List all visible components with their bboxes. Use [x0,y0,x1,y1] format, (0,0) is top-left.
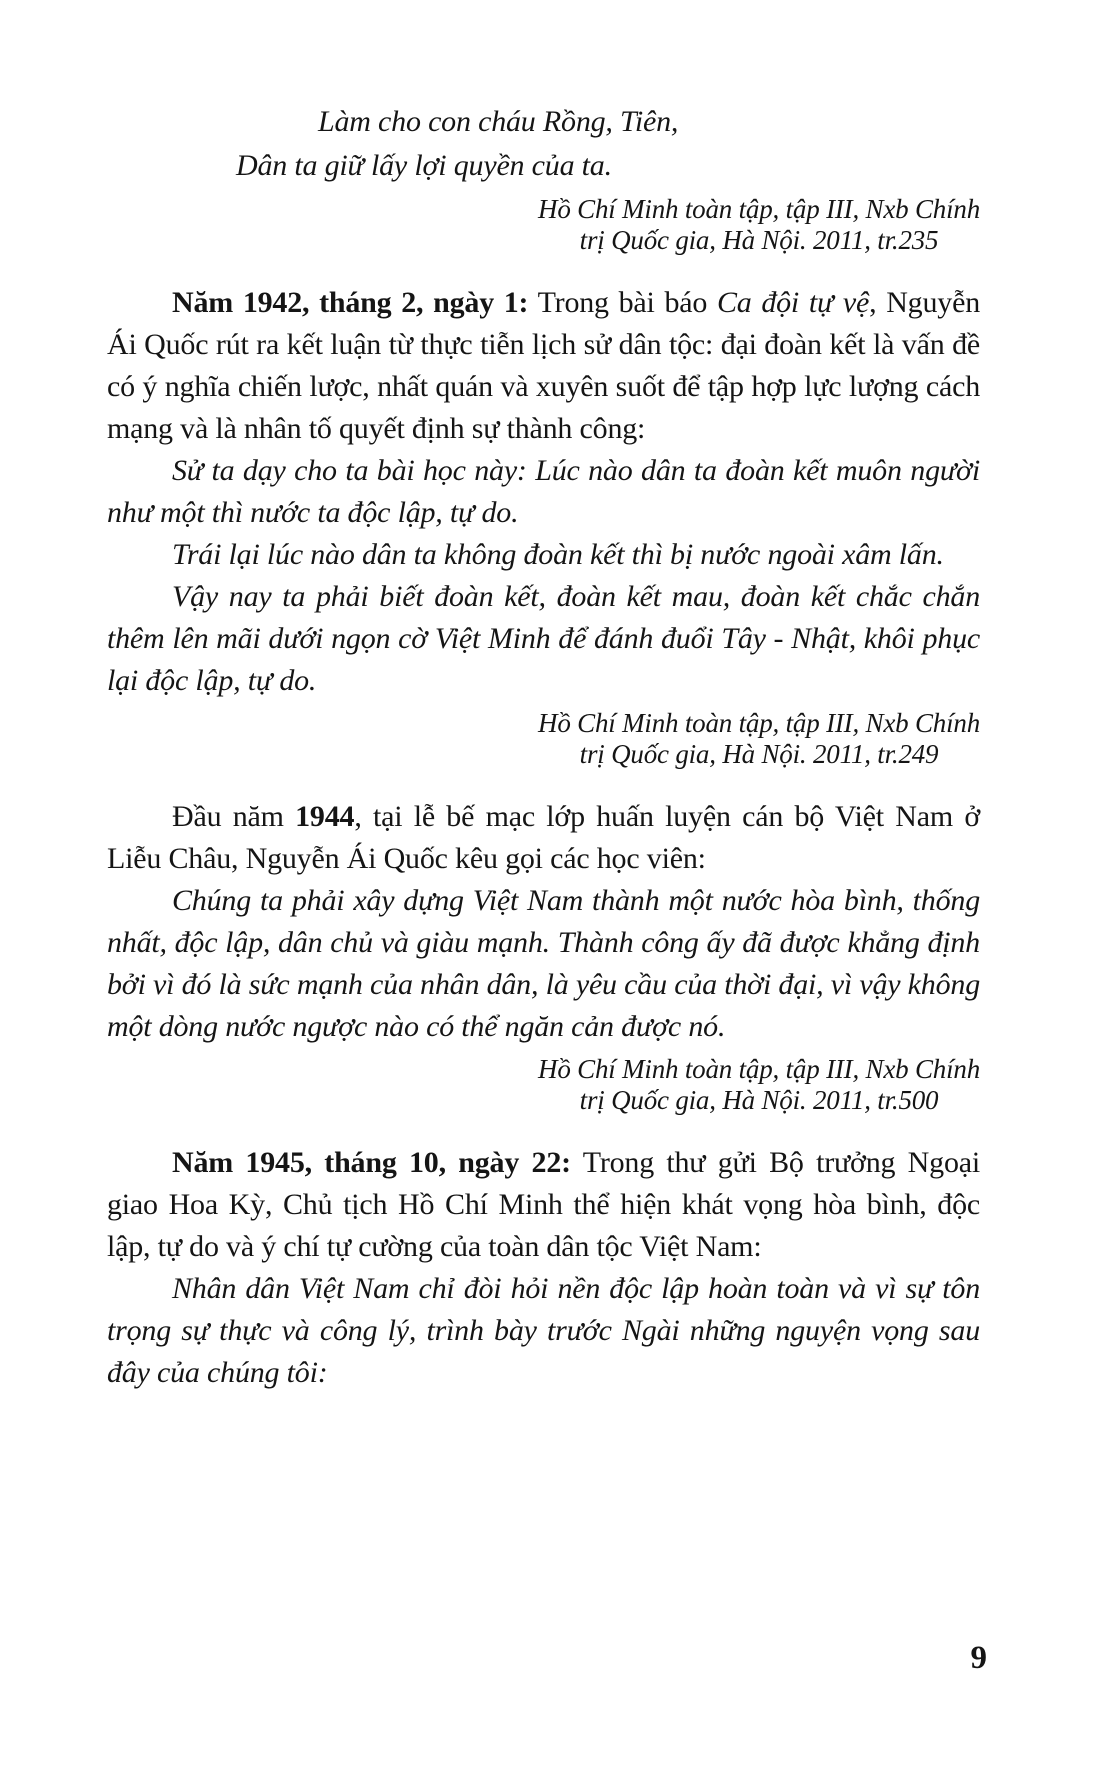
date-lead-1945: Năm 1945, tháng 10, ngày 22: [172,1146,571,1179]
date-lead-1942: Năm 1942, tháng 2, ngày 1: [172,286,529,319]
paragraph-1944 [107,796,980,880]
quote-1942-p1: Sử ta dạy cho ta bài học này: Lúc nào dân ta đoàn kết muôn người như một thì nước ta độc lập, tự do. [107,454,980,529]
body-text: Đầu năm [172,800,296,833]
citation-3-line-1: Hồ Chí Minh toàn tập, tập III, Nxb Chính [538,1054,980,1084]
citation-1-line-1: Hồ Chí Minh toàn tập, tập III, Nxb Chính [538,194,980,224]
paragraph-1945 [107,1142,980,1268]
quote-1942-p2: Trái lại lúc nào dân ta không đoàn kết thì bị nước ngoài xâm lấn. [172,538,944,571]
verse-line-1: Làm cho con cháu Rồng, Tiên, [318,105,679,138]
quote-1944-p1: Chúng ta phải xây dựng Việt Nam thành một nước hòa bình, thống nhất, độc lập, dân chủ và giàu mạnh. Thành công ấy đã được khẳng định bởi vì đó là sức mạnh của nhân dân, là yêu cầu của thời đại, vì vậy không một dòng nước ngược nào có thể ngăn cản được nó. [107,884,980,1043]
citation-1 [538,194,980,256]
citation-2-line-2: trị Quốc gia, Hà Nội. 2011, tr.249 [579,739,939,769]
body-text: Trong thư gửi Bộ trưởng Ngoại giao Hoa Kỳ, Chủ tịch Hồ Chí Minh thể hiện khát vọng hòa bình, độc lập, tự do và ý chí tự cường của toàn dân tộc Việt Nam: [107,1146,980,1263]
year-1944: 1944 [295,800,355,833]
body-text: , Nguyễn Ái Quốc rút ra kết luận từ thực tiễn lịch sử dân tộc: đại đoàn kết là vấn đề có ý nghĩa chiến lược, nhất quán và xuyên suốt để tập hợp lực lượng cách mạng và là nhân tố quyết định sự thành công: [107,286,980,445]
article-title: Ca đội tự vệ [716,286,870,319]
verse-line-2: Dân ta giữ lấy lợi quyền của ta. [236,149,612,182]
page-number: 9 [970,1640,987,1676]
citation-2-line-1: Hồ Chí Minh toàn tập, tập III, Nxb Chính [538,708,980,738]
citation-3 [538,1054,980,1116]
citation-2 [538,708,980,770]
body-text: Trong bài báo [528,286,717,319]
body-text: , tại lễ bế mạc lớp huấn luyện cán bộ Việt Nam ở Liễu Châu, Nguyễn Ái Quốc kêu gọi các học viên: [107,800,980,875]
paragraph-1942 [107,282,980,450]
citation-1-line-2: trị Quốc gia, Hà Nội. 2011, tr.235 [579,225,939,255]
citation-3-line-2: trị Quốc gia, Hà Nội. 2011, tr.500 [579,1085,939,1115]
verse-block [107,100,980,188]
quote-1945-p1: Nhân dân Việt Nam chỉ đòi hỏi nền độc lập hoàn toàn và vì sự tôn trọng sự thực và công lý, trình bày trước Ngài những nguyện vọng sau đây của chúng tôi: [107,1272,980,1389]
quote-1942-p3: Vậy nay ta phải biết đoàn kết, đoàn kết mau, đoàn kết chắc chắn thêm lên mãi dưới ngọn cờ Việt Minh để đánh đuổi Tây - Nhật, khôi phục lại độc lập, tự do. [107,580,980,697]
